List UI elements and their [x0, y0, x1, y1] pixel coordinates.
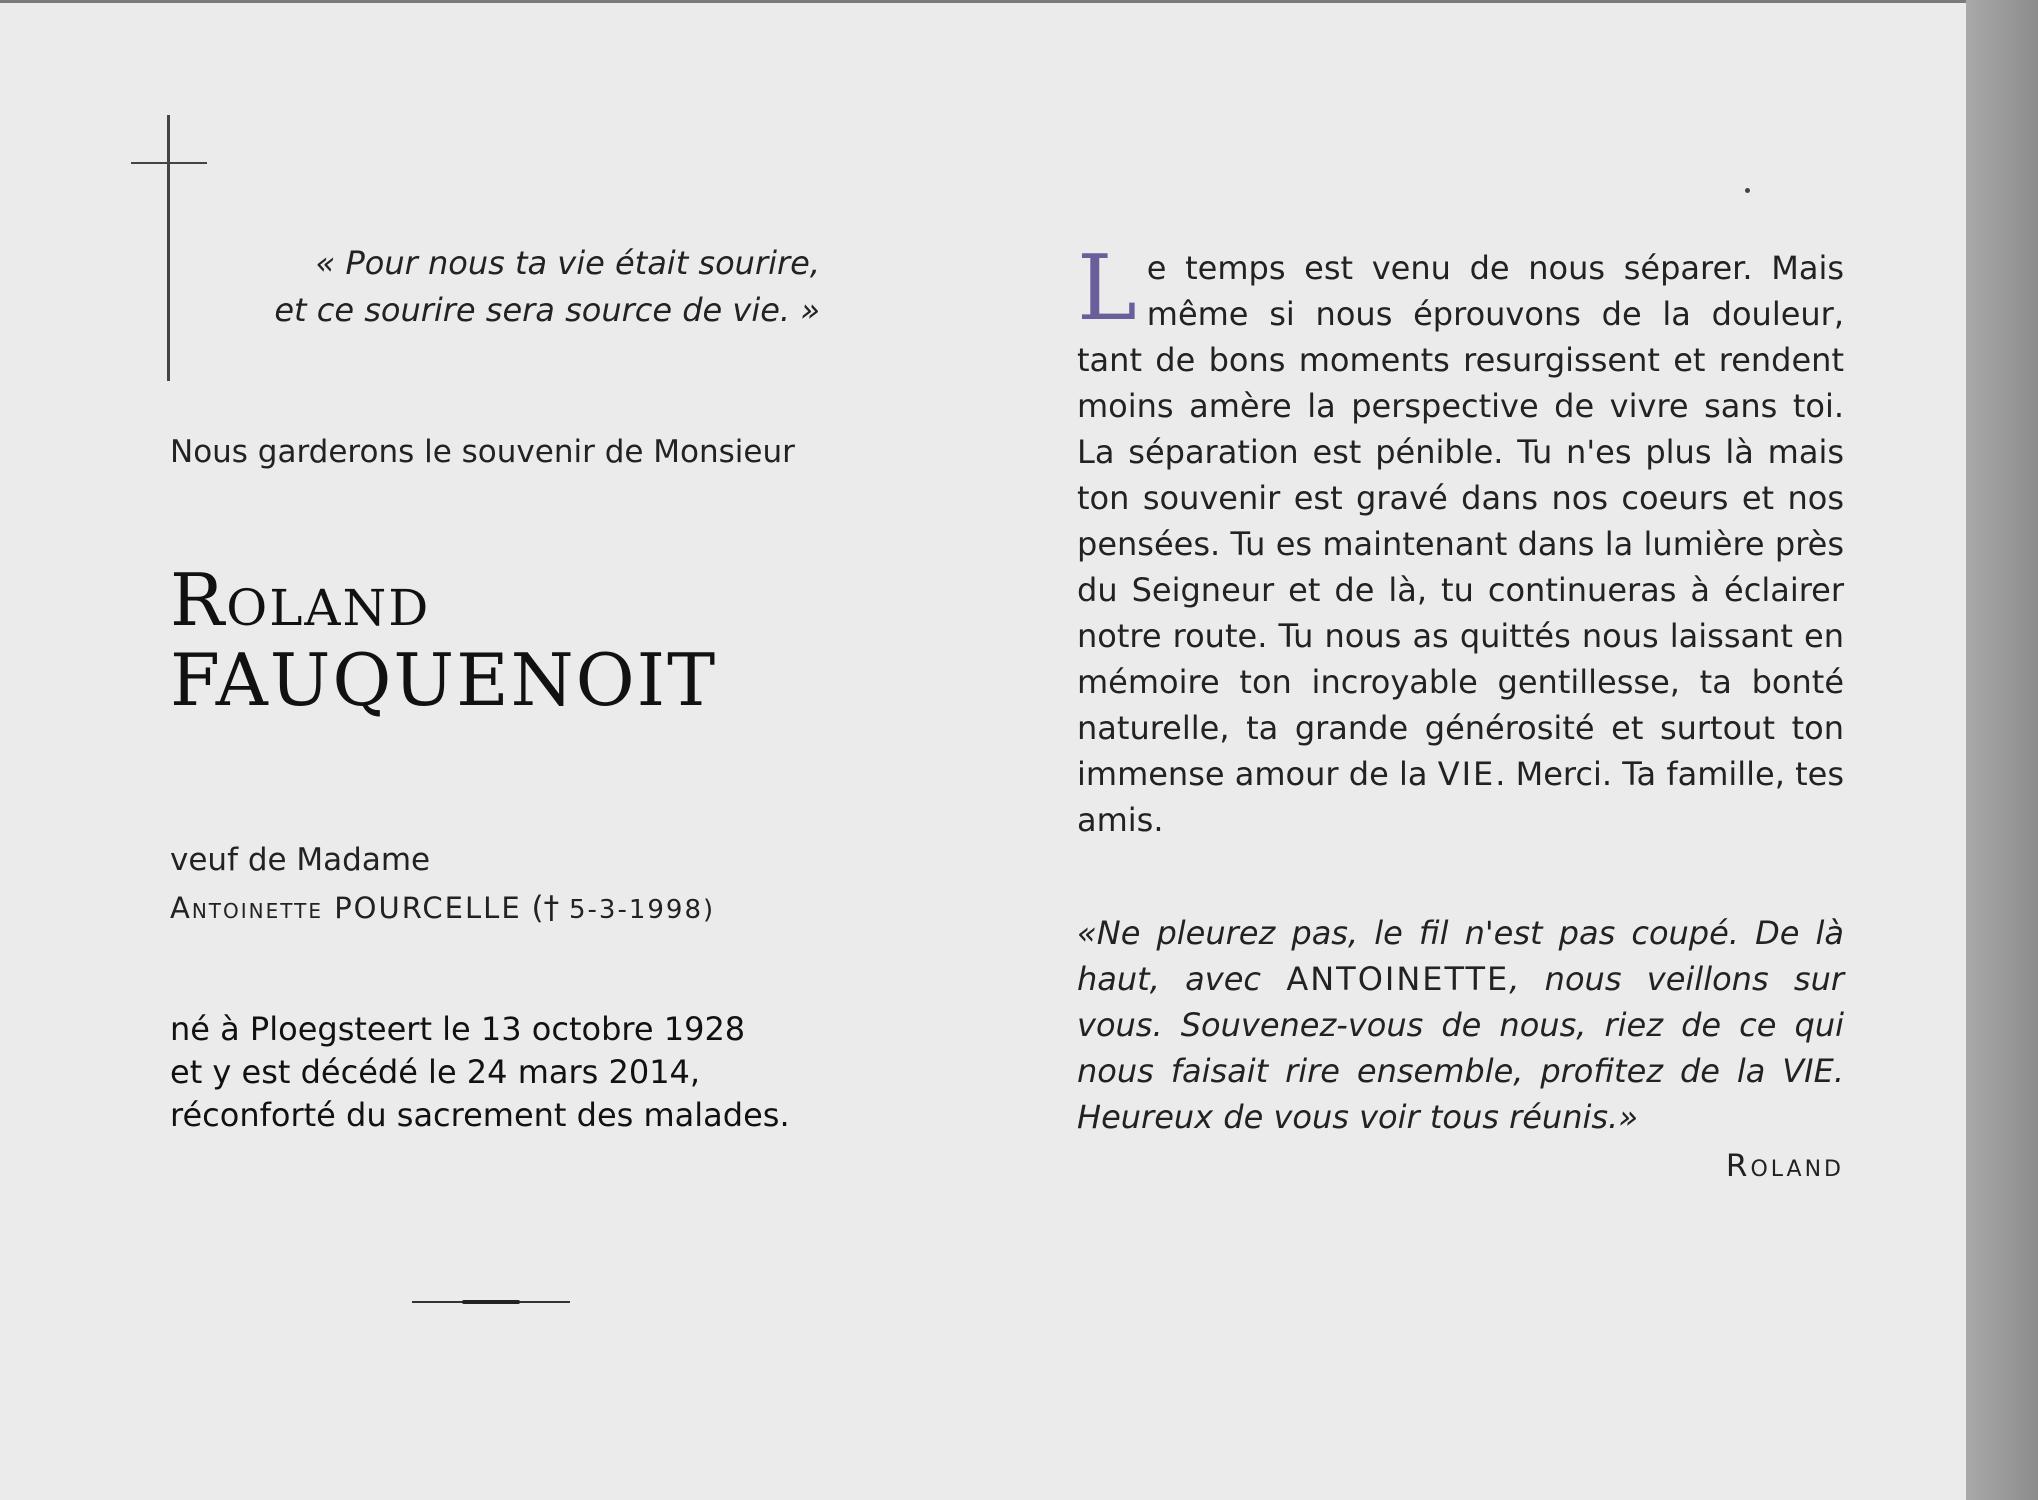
- birth-line-3: réconforté du sacrement des malades.: [170, 1096, 790, 1134]
- tribute-vie-word: VIE: [1437, 755, 1496, 793]
- opening-quote: [260, 240, 820, 334]
- birth-death-info: [170, 1008, 890, 1137]
- spouse-line: [170, 884, 890, 934]
- birth-line-1: né à Ploegsteert le 13 octobre 1928: [170, 1010, 746, 1048]
- signature: Roland: [1725, 1148, 1844, 1184]
- speck-mark: [1745, 188, 1750, 193]
- quote-line-1: « Pour nous ta vie était sourire,: [315, 244, 820, 282]
- intro-text: Nous garderons le souvenir de Monsieur: [170, 434, 795, 470]
- dropcap-letter: L: [1077, 236, 1137, 341]
- spouse-death-date: 5-3-1998): [568, 895, 716, 925]
- widow-label: veuf de Madame: [170, 842, 431, 878]
- card-top-edge: [0, 0, 1966, 3]
- message-name: ANTOINETTE: [1286, 960, 1510, 998]
- divider-ornament: [412, 1300, 570, 1304]
- scan-edge-strip: [1966, 0, 2038, 1500]
- message-part-1: «Ne pleurez pas, le fil n'est pas coupé. De là haut, avec: [1077, 914, 1844, 998]
- tribute-paragraph: [1077, 236, 1845, 843]
- tribute-text-start: e temps est venu de nous séparer. Mais même si nous éprouvons de la douleur, tant de bons moments resurgissent et rendent moins amère la perspective de vivre sans toi. La séparation est pénible. Tu n'es plus là mais ton souvenir est gravé dans nos coeurs et nos pensées. Tu es maintenant dans la lumière près du Seigneur et de là, tu continueras à éclairer notre route. Tu nous as quittés nous laissant en mémoire ton incroyable gentillesse, ta bonté naturelle, ta grande générosité et surtout ton immense amour de la: [1077, 249, 1844, 793]
- farewell-message: [1077, 910, 1844, 1140]
- quote-line-2: et ce sourire sera source de vie. »: [274, 291, 820, 329]
- spouse-name: Antoinette POURCELLE: [170, 891, 522, 925]
- first-name: Roland: [170, 558, 431, 642]
- cross-icon-vertical: [167, 115, 170, 381]
- birth-line-2: et y est décédé le 24 mars 2014,: [170, 1053, 701, 1091]
- cross-icon-horizontal: [131, 162, 207, 164]
- tribute-text-end: . Merci. Ta famille, tes amis.: [1077, 755, 1845, 839]
- last-name: FAUQUENOIT: [170, 638, 718, 722]
- message-part-2: , nous veillons sur vous. Souvenez-vous de nous, riez de ce qui nous faisait rire ensemble, profitez de la VIE. Heureux de vous voir tous réunis.»: [1077, 960, 1845, 1136]
- widow-info: [170, 836, 890, 934]
- spouse-death-prefix: (: [531, 890, 544, 926]
- death-cross-icon: †: [543, 890, 560, 926]
